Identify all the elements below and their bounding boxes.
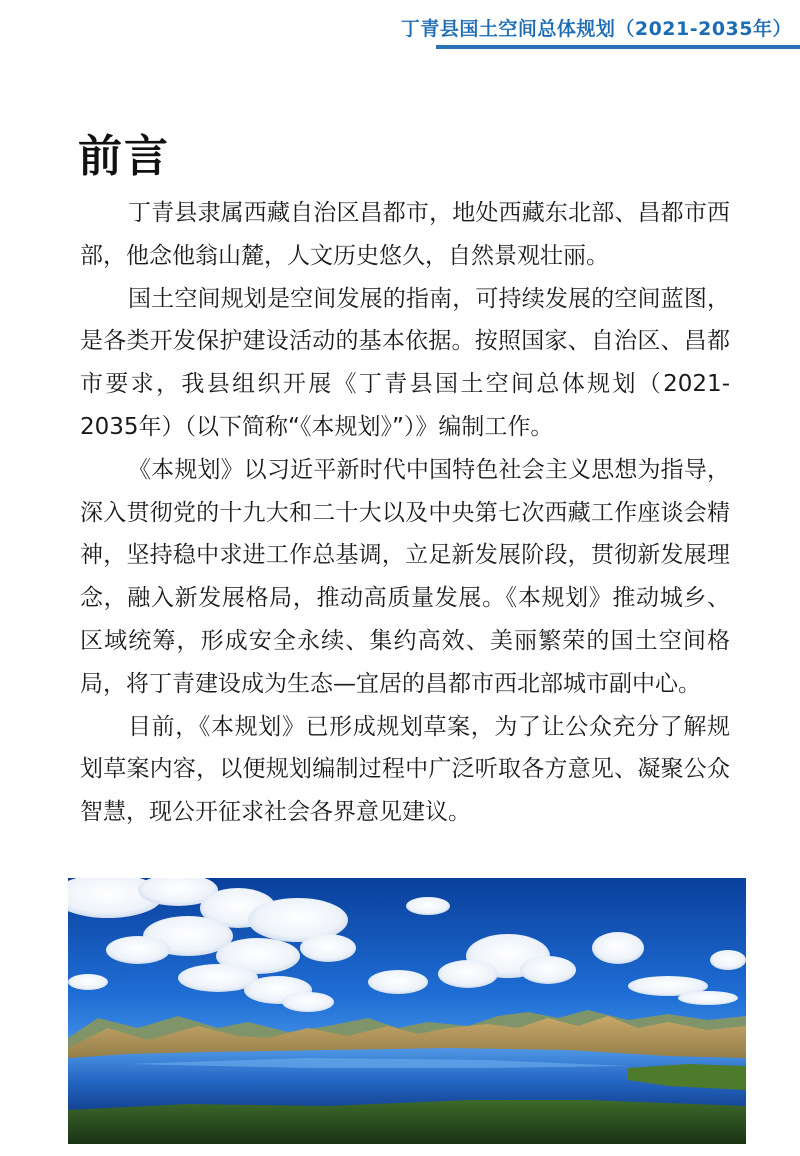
paragraph-1: 丁青县隶属西藏自治区昌都市，地处西藏东北部、昌都市西部，他念他翁山麓，人文历史悠久，自然景观壮丽。 bbox=[80, 200, 730, 269]
paragraph-2: 国土空间规划是空间发展的指南，可持续发展的空间蓝图，是各类开发保护建设活动的基本依据。按照国家、自治区、昌都市要求，我县组织开展《丁青县国土空间总体规划（2021-2035年）（以下简称“《本规划》”）》编制工作。 bbox=[80, 285, 730, 440]
page-title: 前言 bbox=[78, 131, 170, 182]
paragraph-3: 《本规划》以习近平新时代中国特色社会主义思想为指导，深入贯彻党的十九大和二十大以及中央第七次西藏工作座谈会精神，坚持稳中求进工作总基调，立足新发展阶段，贯彻新发展理念，融入新发展格局，推动高质量发展。《本规划》推动城乡、区域统筹，形成安全永续、集约高效、美丽繁荣的国土空间格局，将丁青建设成为生态—宜居的昌都市西北部城市副中心。 bbox=[80, 456, 730, 697]
preface-body bbox=[80, 192, 730, 834]
header-rule bbox=[436, 45, 800, 49]
paragraph-4: 目前，《本规划》已形成规划草案，为了让公众充分了解规划草案内容，以便规划编制过程中广泛听取各方意见、凝聚公众智慧，现公开征求社会各界意见建议。 bbox=[80, 713, 730, 826]
document-header-title: 丁青县国土空间总体规划（2021-2035年） bbox=[400, 18, 792, 40]
landscape-photo bbox=[68, 878, 746, 1144]
